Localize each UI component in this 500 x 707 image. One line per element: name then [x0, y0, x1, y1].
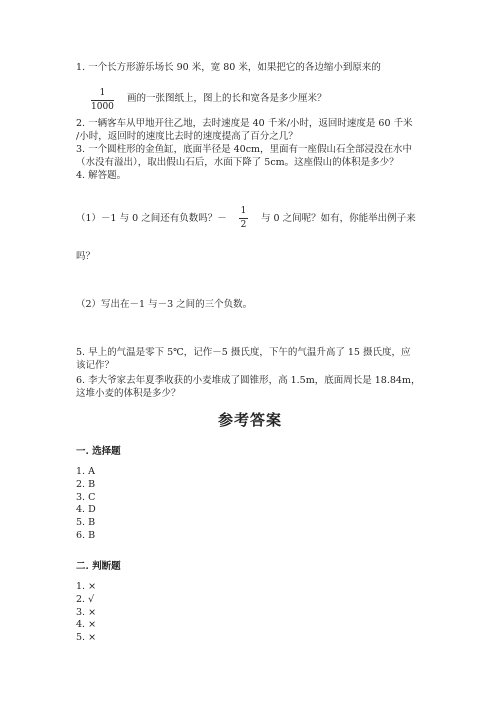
answers-title: 参考答案	[217, 411, 282, 429]
question-6-line-2: 这堆小麦的体积是多少？	[76, 388, 181, 399]
fraction-numerator: 1	[240, 206, 247, 216]
answer-item: 1. ×	[76, 581, 97, 592]
question-2-line-1: 2. 一辆客车从甲地开往乙地，去时速度是 40 千米/小时，返回时速度是 60 千米	[76, 118, 413, 129]
fraction-denominator: 2	[240, 220, 247, 230]
answer-item: 6. B	[76, 529, 96, 541]
section-2-title: 二. 判断题	[76, 561, 121, 572]
question-4-sub-1-part-a: （1）－1 与 0 之间还有负数吗？－	[76, 213, 227, 224]
section-1-title: 一. 选择题	[76, 446, 121, 457]
answer-item: 4. ×	[76, 619, 97, 631]
section-1-answer-list	[76, 466, 96, 543]
question-4-sub-2: （2）写出在－1 与－3 之间的三个负数。	[76, 299, 253, 310]
answer-item: 1. A	[76, 466, 95, 477]
answer-item: 2. B	[76, 478, 96, 490]
answer-item: 5. ×	[76, 632, 97, 644]
answer-item: 2. √	[76, 593, 95, 605]
question-5-line-2: 该记作？	[76, 360, 115, 371]
fraction-denominator: 1000	[91, 102, 114, 112]
question-3-line-1: 3. 一个圆柱形的金鱼缸，底面半径是 40cm，里面有一座假山石全部浸没在水中	[76, 144, 413, 155]
answer-item: 4. D	[76, 504, 96, 516]
fraction-bar	[91, 100, 114, 101]
question-2-line-2: /小时，返回时的速度比去时的速度提高了百分之几？	[76, 131, 298, 142]
question-4-heading: 4. 解答题。	[76, 170, 127, 181]
question-1-fraction	[91, 88, 114, 113]
question-4-sub-1-part-b: 与 0 之间呢？如有，你能举出例子来	[261, 213, 416, 224]
section-2-answer-list	[76, 581, 96, 645]
question-1-line-2: 画的一张图纸上，图上的长和宽各是多少厘米？	[127, 93, 327, 104]
answer-item: 3. C	[76, 491, 96, 503]
question-3-line-2: （水没有溢出），取出假山石后，水面下降了 5cm。这座假山的体积是多少？	[76, 157, 399, 168]
question-1-line-1: 1. 一个长方形游乐场长 90 米，宽 80 米，如果把它的各边缩小到原来的	[76, 62, 381, 73]
question-4-sub-1-fraction	[239, 206, 248, 231]
question-5-line-1: 5. 早上的气温是零下 5℃，记作－5 摄氏度，下午的气温升高了 15 摄氏度，应	[76, 347, 411, 358]
answer-item: 3. ×	[76, 606, 97, 618]
fraction-bar	[239, 218, 248, 219]
question-6-line-1: 6. 李大爷家去年夏季收获的小麦堆成了圆锥形，高 1.5m，底面周长是 18.84m，	[76, 375, 421, 386]
answer-item: 5. B	[76, 517, 96, 529]
question-4-sub-1-part-c: 吗？	[76, 251, 96, 262]
fraction-numerator: 1	[99, 88, 106, 98]
